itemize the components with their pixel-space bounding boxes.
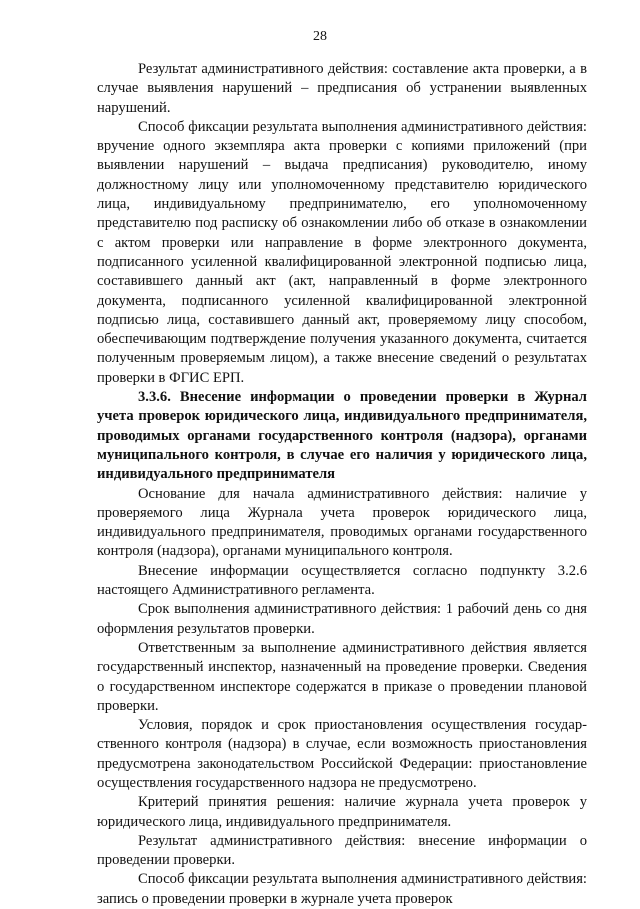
paragraph: Способ фиксации результата выполнения административного действия: запись о проведении проверки в журнале учета проверок	[97, 871, 587, 907]
page-body	[97, 60, 587, 909]
paragraph: Основание для начала административного действия: наличие у проверяемого лица Журнала учета проверок юридического лица, индивидуального предпринимателя, проводимых органами государственного контроля (надзора), органами муниципального контроля.	[97, 485, 587, 560]
paragraph: Критерий принятия решения: наличие журнала учета проверок у юридического лица, индивидуального предпринимателя.	[97, 794, 587, 830]
paragraph: Срок выполнения административного действия: 1 рабочий день со дня оформления результатов проверки.	[97, 601, 587, 637]
page-number: 28	[313, 29, 327, 44]
section-heading: 3.3.6. Внесение информации о проведении проверки в Журнал учета проверок юридического лица, индивидуального предпринимателя, проводимых органами государственного контроля (надзора), органами муниципального контроля, в случае его наличия у юридического лица, индивидуального предпринимателя	[97, 389, 587, 483]
paragraph: Внесение информации осуществляется согласно подпункту 3.2.6 настоящего Административного регламента.	[97, 562, 587, 599]
paragraph: Условия, порядок и срок приостановления осуществления государственного контроля (надзора) в случае, если возможность приостановления предусмотрена законодательством Российской Федерации: приостановление осуществления государственного надзора не предусмотрено.	[97, 717, 587, 791]
paragraph: Результат административного действия: составление акта проверки, а в случае выявления нарушений – предписания об устранении выявленных нарушений.	[97, 61, 587, 116]
paragraph: Ответственным за выполнение административного действия является государственный инспектор, назначенный на проведение проверки. Сведения о государственном инспекторе содержатся в приказе о проведении плановой проверки.	[97, 639, 587, 714]
paragraph: Способ фиксации результата выполнения административного действия: вручение одного экземпляра акта проверки с копиями приложений (при выявлении нарушений – выдача предписания) руководителю, иному должностному лицу или уполномоченному представителю юридического лица, индивидуальному предпринимателю, его уполномоченному представителю под расписку об ознакомлении либо об отказе в ознакомлении с актом проверки или направление в форме электронного документа, подписанного усиленной квалифицированной электронной подписью лица, составившего данный акт (акт, направленный в форме электронного документа, подписанного усиленной квалифицированной электронной подписью лица, составившего данный акт, проверяемому лицу способом, обеспечивающим подтверждение получения указанного документа, считается полученным проверяемым лицом), а также внесение сведений о результатах проверки в ФГИС ЕРП.	[97, 118, 587, 386]
paragraph: Результат административного действия: внесение информации о проведении проверки.	[97, 832, 587, 869]
